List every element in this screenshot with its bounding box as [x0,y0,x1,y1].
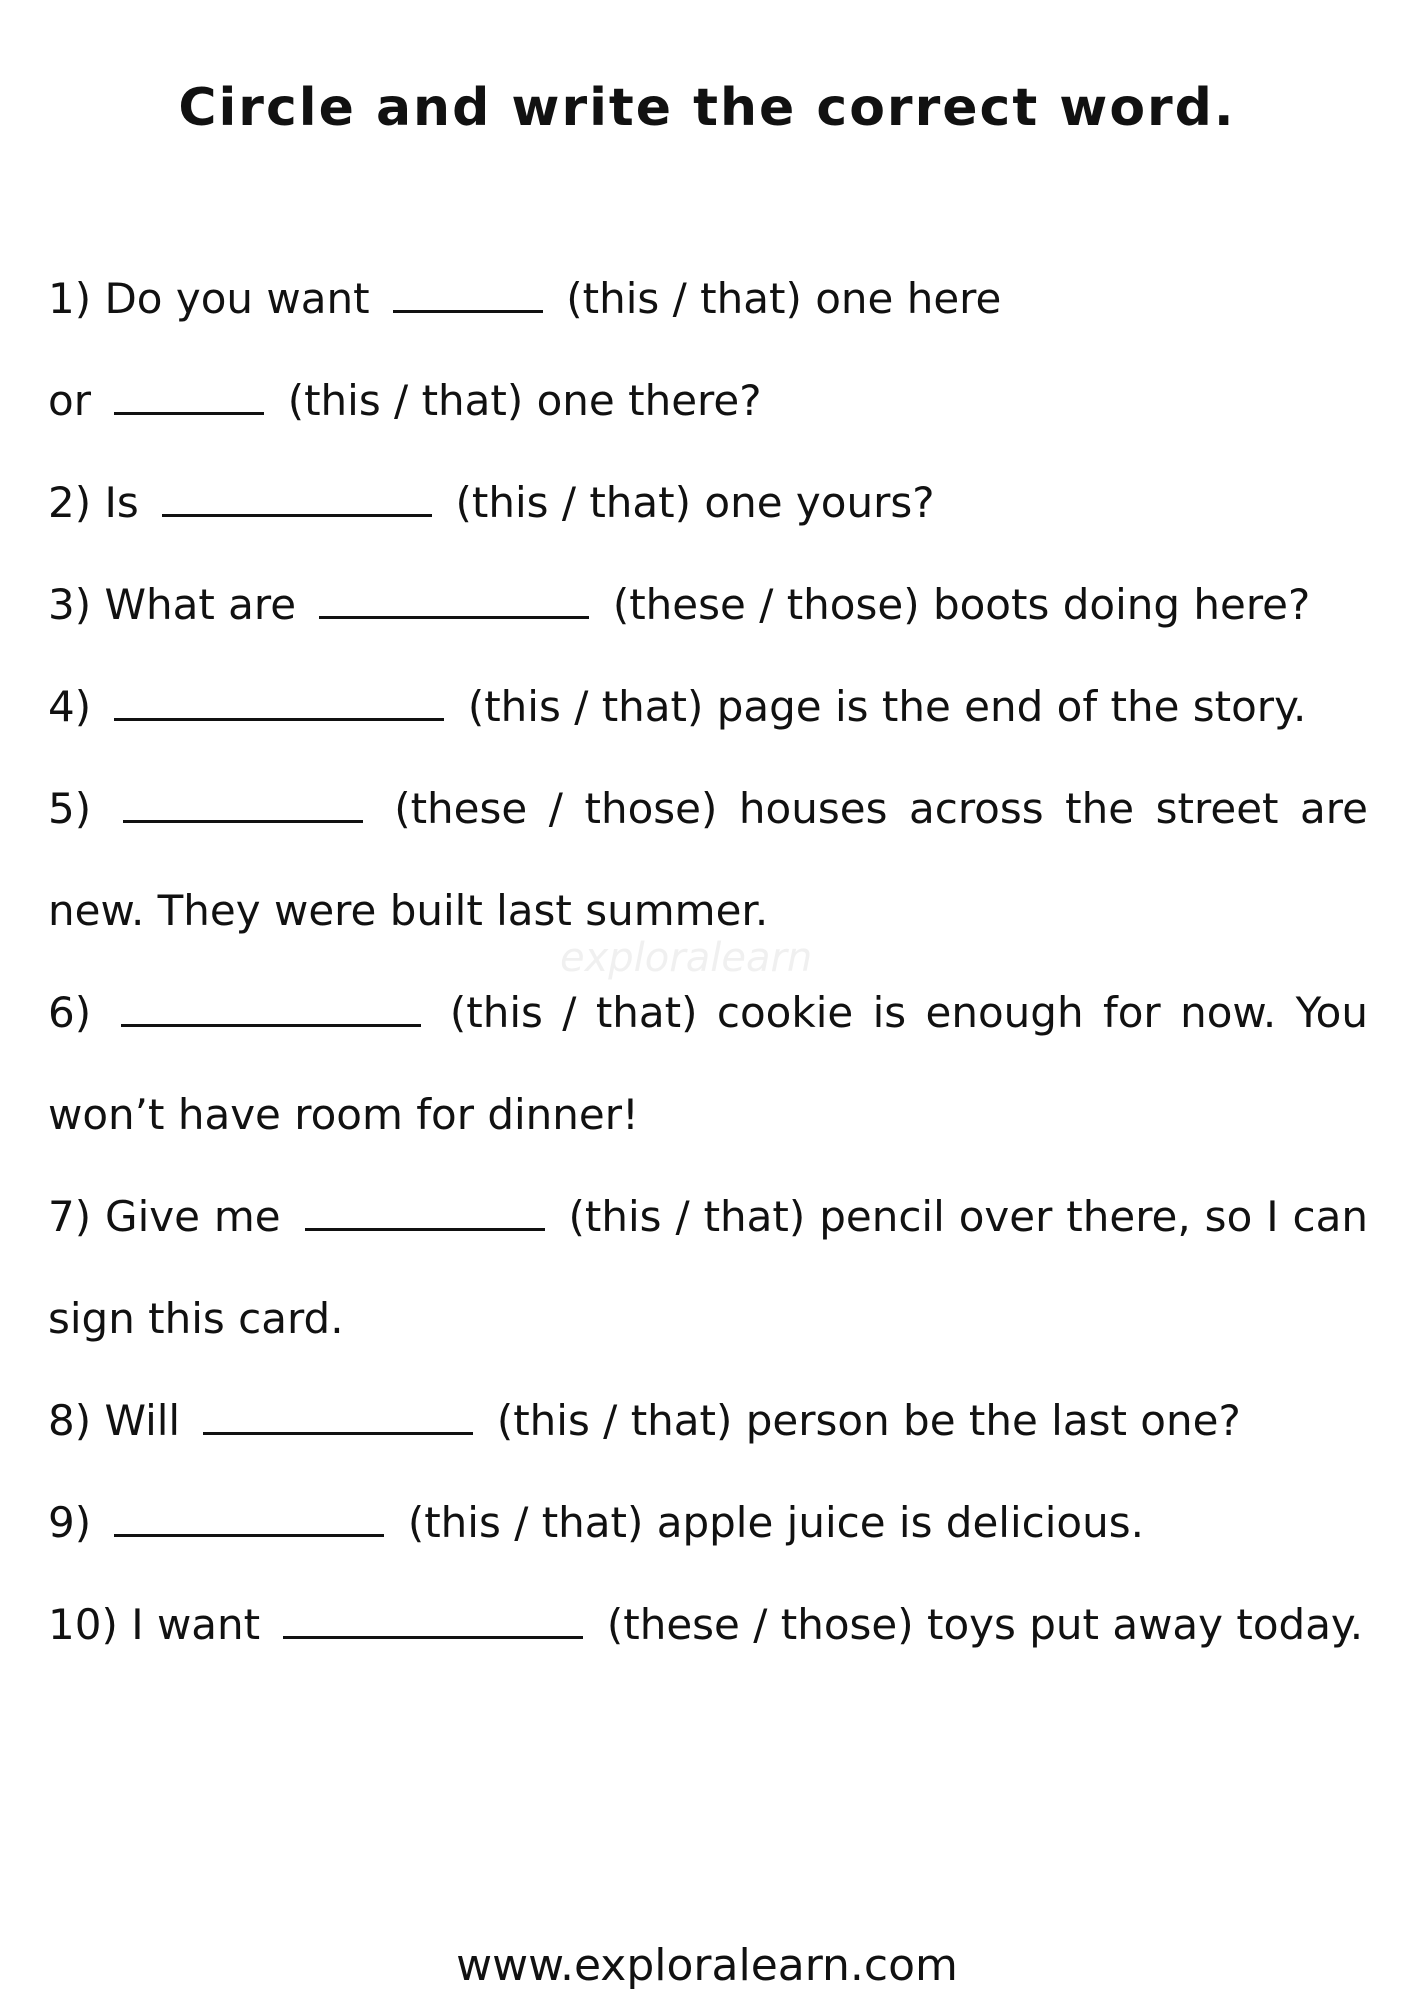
exercise-item-4 [48,656,1368,758]
exercise-item-9 [48,1472,1368,1574]
answer-blank[interactable] [305,1194,545,1231]
answer-blank[interactable] [319,582,589,619]
answer-blank[interactable] [123,786,363,823]
answer-blank[interactable] [203,1398,473,1435]
item-suffix: apple juice is delicious. [656,1498,1144,1547]
item-choice: (this / that) [407,1498,644,1547]
exercise-item-2 [48,452,1368,554]
item-choice: (these / those) [394,784,718,833]
exercise-item-1-continued [48,350,1368,452]
item-suffix: toys put away today. [926,1600,1364,1649]
item-number: 1) [48,274,92,323]
item-number: 8) [48,1396,92,1445]
item-prefix: Is [104,478,139,527]
exercise-item-8 [48,1370,1368,1472]
item-number: 6) [48,988,92,1037]
item-choice: (this / that) [566,274,802,323]
item-number: 10) [48,1600,118,1649]
item-number: 4) [48,682,92,731]
answer-blank[interactable] [114,378,264,415]
exercise-item-3 [48,554,1368,656]
item-choice: (this / that) [496,1396,733,1445]
item-prefix: What are [104,580,297,629]
item-choice: (these / those) [606,1600,914,1649]
item-suffix: person be the last one? [745,1396,1241,1445]
item-number: 2) [48,478,92,527]
item-suffix: one yours? [704,478,935,527]
item-prefix: Do you want [104,274,370,323]
item-suffix: pencil over there, so I can sign this card. [48,1192,1368,1343]
website-footer: www.exploralearn.com [456,1940,958,1991]
item-number: 3) [48,580,92,629]
exercise-item-7 [48,1166,1368,1370]
exercise-list [48,248,1368,1676]
item-prefix: I want [131,1600,261,1649]
item-suffix: houses across the street are new. They were built last summer. [48,784,1368,935]
answer-blank[interactable] [162,480,432,517]
item-prefix: Will [104,1396,181,1445]
item-suffix: boots doing here? [932,580,1311,629]
exercise-item-1 [48,248,1368,350]
item-choice: (this / that) [287,376,524,425]
exercise-item-10 [48,1574,1368,1676]
exercise-item-6 [48,962,1368,1166]
item-choice: (this / that) [455,478,692,527]
answer-blank[interactable] [114,1500,384,1537]
answer-blank[interactable] [121,990,421,1027]
watermark-text: exploralearn [560,935,813,981]
exercise-item-5 [48,758,1368,962]
answer-blank[interactable] [114,684,444,721]
item-number: 5) [48,784,92,833]
item-choice: (these / those) [612,580,920,629]
item-prefix: Give me [105,1192,281,1241]
item-suffix: page is the end of the story. [716,682,1307,731]
item-choice: (this / that) [467,682,704,731]
item-number: 7) [48,1192,92,1241]
answer-blank[interactable] [393,276,543,313]
item-suffix: cookie is enough for now. You won’t have room for dinner! [48,988,1369,1139]
item-choice: (this / that) [568,1192,806,1241]
item-choice: (this / that) [449,988,698,1037]
item-suffix: one there? [536,376,762,425]
answer-blank[interactable] [283,1602,583,1639]
item-number: 9) [48,1498,92,1547]
worksheet-title: Circle and write the correct word. [178,78,1236,138]
item-prefix: or [48,376,91,425]
item-suffix: one here [815,274,1002,323]
